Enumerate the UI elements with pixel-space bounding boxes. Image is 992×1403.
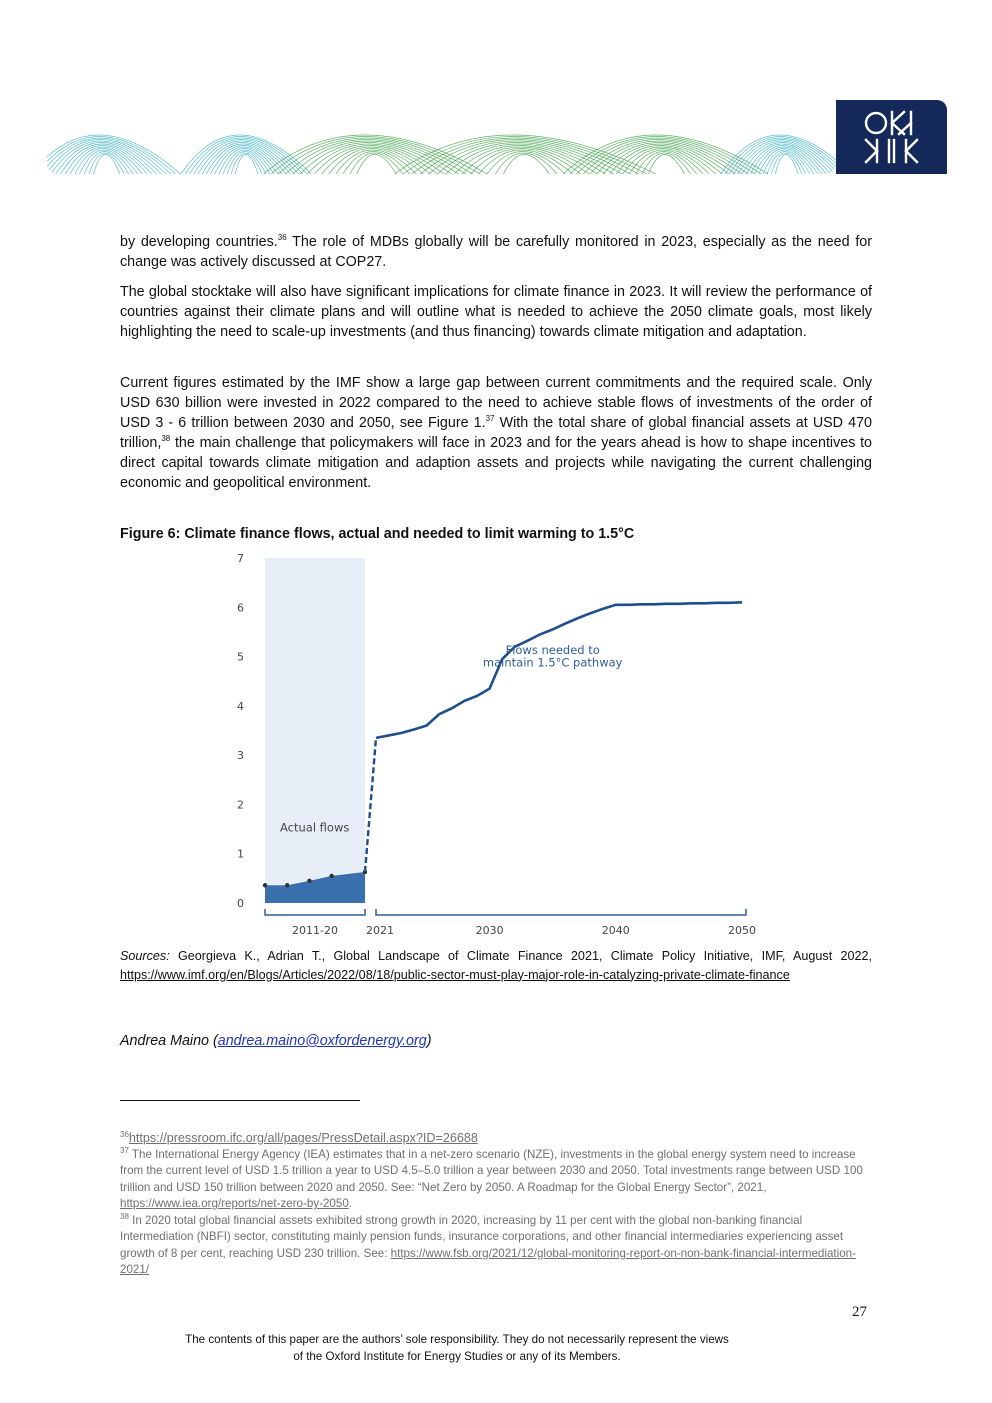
footnotes [120,1130,872,1279]
paragraph-3: Current figures estimated by the IMF show a large gap between current commitments and the required scale. Only USD 630 billion were invested in 2022 compared to the need to achieve stable flows of investments of the order of USD 3 - 6 trillion between 2030 and 2050, see Figure 1.37 With the total share of global financial assets at USD 470 trillion,$^{38}$ the main challenge that policymakers will face in 2023 and for the years ahead is how to shape incentives to direct capital towards climate mitigation and adaption assets and projects while navigating the current challenging economic and geopolitical environment. [120,375,872,491]
author-email-link[interactable]: andrea.maino@oxfordenergy.org [217,1033,427,1049]
disclaimer-line-1: The contents of this paper are the authors’ sole responsibility. They do not necessarily represent the views [185,1333,729,1346]
page-number: 27 [852,1304,867,1320]
x-bracket-2021-2050 [376,909,746,915]
disclaimer [120,1332,794,1365]
x-tick-label: 2011-20 [292,924,338,937]
banner-wave-line [646,155,687,175]
banner-wave-line [564,137,770,175]
footnote-38-link[interactable]: https://www.fsb.org/2021/12/global-monitoring-report-on-non-bank-financial-intermediation-2021/ [120,1246,856,1276]
footnote-ref-36[interactable]: 36 [277,233,287,243]
y-tick-label: 7 [237,552,244,565]
y-tick-label: 6 [237,601,244,615]
footnote-37: $^{37}$ The International Energy Agency (IEA) estimates that in a net-zero scenario (NZE), investments in the global energy system need to increase from the current level of USD 1.5 trillion a year to USD 4.5–5.0 trillion a year between 2030 and 2050. Total investments range between USD 100 trillion and USD 150 trillion between 2020 and 2050. See: “Net Zero by 2050. A Roadmap for the Global Energy Sector”, 2021, https://www.iea.org/reports/net-zero-by-2050. [120,1145,863,1210]
logo-mark-icon [836,100,947,174]
x-tick-label: 2021 [366,924,394,937]
banner-wave-line [396,137,659,175]
x-tick-label: 2030 [475,924,504,937]
paragraph-2: The global stocktake will also have significant implications for climate finance in 2023. It will review the performance of countries against their climate plans and will outline what is needed to achieve the 2050 climate goals, most likely highlighting the need to scale-up investments (and thus financing) towards climate mitigation and adaptation. [120,284,872,340]
annotation-actual-flows: Actual flows [280,820,350,835]
y-tick-label: 4 [237,699,244,713]
flows-needed-line [376,602,742,738]
footnote-37-link[interactable]: https://www.iea.org/reports/net-zero-by-2050 [120,1197,349,1210]
figure-sources: Sources: Georgieva K., Adrian T., Global Landscape of Climate Finance 2021, Climate Policy Initiative, IMF, August 2022, https://www.imf.org/en/Blogs/Articles/2022/08/18/public-sector-must-play-major-role-in-catalyzing-private-climate-finance [120,949,872,982]
footnote-separator [120,1100,360,1101]
x-tick-label: 2050 [728,924,756,937]
annotation-flows-needed-line1: Flows needed to [505,643,600,658]
banner-wave-line [770,153,805,174]
x-bracket-2011-20 [265,909,365,915]
banner-wave-line [355,155,400,175]
banner-wave-line [92,155,122,175]
banner-wave-line [265,137,490,175]
climate-finance-chart [225,545,765,943]
banner-wave-line [640,153,695,174]
y-tick-label: 2 [237,798,244,812]
x-tick-label: 2040 [601,924,630,937]
author-line: Andrea Maino (andrea.maino@oxfordenergy.org) [120,1033,432,1049]
y-tick-label: 5 [237,650,244,664]
disclaimer-line-2: of the Oxford Institute for Energy Studies or any of its Members. [293,1349,621,1363]
footnote-36: $^{36}$https://pressroom.ifc.org/all/pages/PressDetail.aspx?ID=26688 [120,1129,478,1145]
annotation-flows-needed-line2: maintain 1.5°C pathway [482,655,623,670]
banner-wave-line [774,155,800,175]
y-tick-label: 0 [237,897,244,910]
banner-wave-line [230,153,265,174]
sources-link[interactable]: https://www.imf.org/en/Blogs/Articles/2022/08/18/public-sector-must-play-major-role-in-catalyzing-private-climate-finance [120,967,790,982]
footnote-ref-37[interactable]: 37 [485,414,495,424]
footnote-38: $^{38}$ In 2020 total global financial assets exhibited strong growth in 2020, increasing by 11 per cent with the global non-banking financial Intermediation (NBFI) sector, constituting mainly pension funds, insurance corporations, and other financial intermediaries experiencing asset growth of 8 per cent, reaching USD 230 trillion. See: https://www.fsb.org/2021/12/global-monitoring-report-on-non-bank-financial-intermediation-2021/ [120,1211,856,1276]
banner-wave-line [234,155,260,175]
banner-wave-line [492,153,562,174]
footnote-36-link[interactable]: https://pressroom.ifc.org/all/pages/PressDetail.aspx?ID=26688 [128,1131,478,1145]
y-tick-label: 3 [237,749,244,763]
actual-flow-point [285,883,289,887]
actual-flow-point [329,874,333,878]
y-tick-label: 1 [237,847,244,861]
banner-wave-line [501,155,554,175]
dashed-connector-line [365,738,376,872]
actual-flow-point [307,879,311,883]
footnote-ref-38[interactable]: 38 [161,434,171,444]
banner-wave-line [87,153,127,174]
figure-title: Figure 6: Climate finance flows, actual and needed to limit warming to 1.5°C [120,526,635,542]
actual-flow-point [263,883,267,887]
header-banner [47,100,947,174]
paragraph-1: by developing countries.$^{36}$ The role of MDBs globally will be carefully monitored in 2023, especially as the need for change was actively discussed at COP27. [120,233,873,270]
actual-flows-band [265,558,365,903]
banner-wave-line [347,153,407,174]
oies-logo [836,100,947,174]
